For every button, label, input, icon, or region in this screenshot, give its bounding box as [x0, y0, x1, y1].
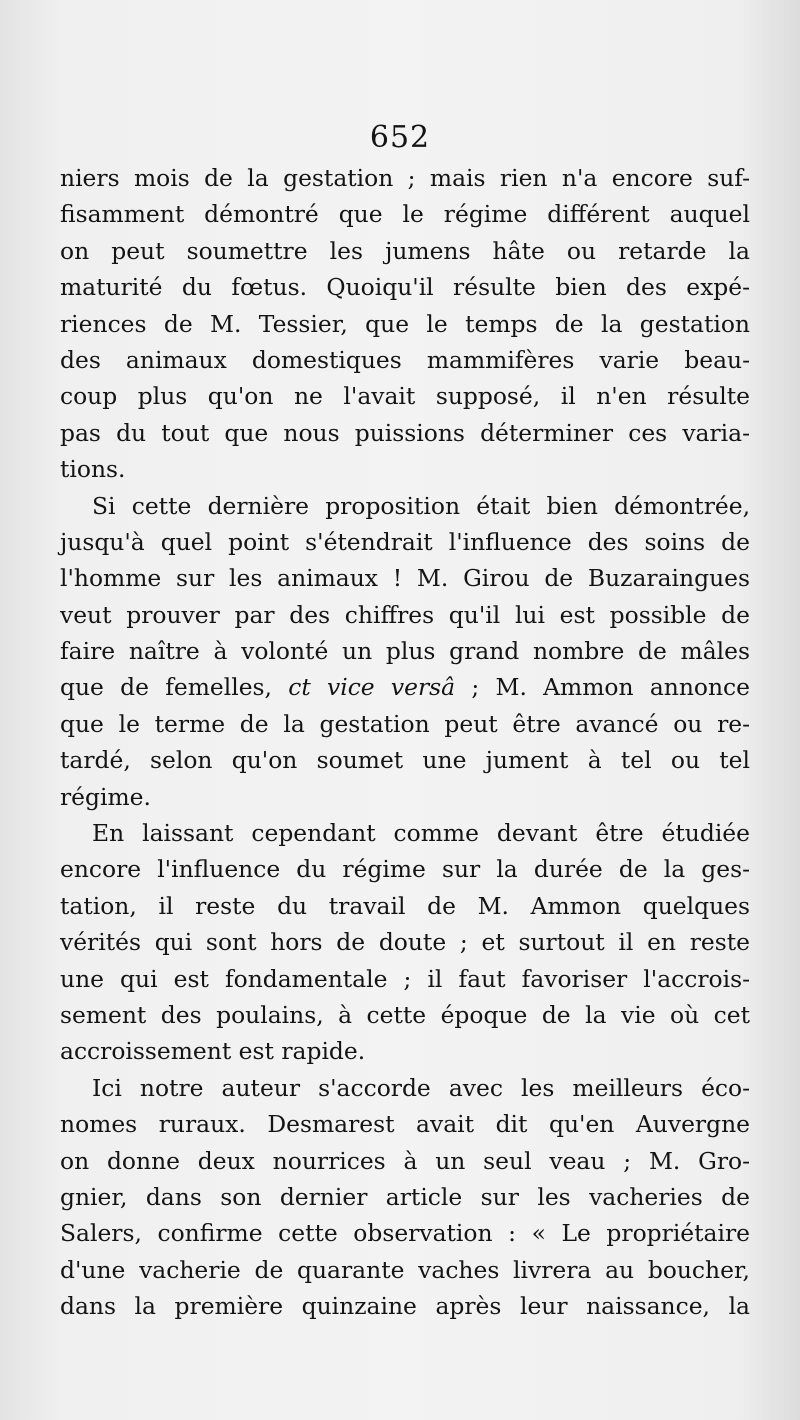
text-line: pas du tout que nous puissions déterminer ces varia-	[60, 418, 750, 447]
text-line: niers mois de la gestation ; mais rien n'a encore suf-	[60, 164, 750, 192]
page-number: 652	[369, 120, 431, 155]
text-line: gnier, dans son dernier article sur les vacheries de	[60, 1182, 750, 1211]
paragraph	[60, 815, 750, 1070]
text-line: tardé, selon qu'on soumet une jument à tel ou tel	[60, 746, 750, 775]
text-line: encore l'influence du régime sur la durée de la ges-	[60, 855, 750, 884]
text-line: accroissement est rapide.	[60, 1037, 366, 1066]
paragraph	[60, 488, 750, 816]
paragraph	[60, 1070, 750, 1325]
body-text	[60, 160, 750, 1325]
text-line: que le terme de la gestation peut être avancé ou re-	[60, 709, 750, 738]
text-line: veut prouver par des chiffres qu'il lui est possible de	[60, 600, 750, 629]
text-line: dans la première quinzaine après leur naissance, la	[60, 1292, 750, 1321]
paragraph	[60, 160, 750, 488]
text-line: faire naître à volonté un plus grand nombre de mâles	[60, 637, 750, 666]
text-line: que de femelles, ct vice versâ ; M. Ammon annonce	[60, 673, 750, 702]
text-line: riences de M. Tessier, que le temps de la gestation	[60, 309, 750, 338]
text-line: Si cette dernière proposition était bien démontrée,	[92, 491, 750, 520]
text-line: Salers, confirme cette observation : « Le propriétaire	[60, 1219, 750, 1248]
text-line: régime.	[60, 782, 151, 811]
text-line: vérités qui sont hors de doute ; et surtout il en reste	[60, 928, 750, 957]
text-line: Ici notre auteur s'accorde avec les meilleurs éco-	[92, 1073, 750, 1102]
text-line: d'une vacherie de quarante vaches livrera au boucher,	[60, 1255, 750, 1284]
text-line: maturité du fœtus. Quoiqu'il résulte bien des expé-	[60, 273, 750, 302]
text-line: on donne deux nourrices à un seul veau ; M. Gro-	[60, 1146, 750, 1175]
text-line: En laissant cependant comme devant être étudiée	[92, 819, 750, 848]
text-line: tation, il reste du travail de M. Ammon quelques	[60, 891, 750, 920]
text-line: on peut soumettre les jumens hâte ou retarde la	[60, 236, 750, 265]
text-line: jusqu'à quel point s'étendrait l'influence des soins de	[60, 527, 750, 556]
text-line: coup plus qu'on ne l'avait supposé, il n'en résulte	[60, 382, 750, 411]
text-line: fisamment démontré que le régime différent auquel	[60, 200, 750, 229]
text-line: nomes ruraux. Desmarest avait dit qu'en Auvergne	[60, 1110, 750, 1139]
text-line: l'homme sur les animaux ! M. Girou de Buzaraingues	[60, 564, 750, 593]
text-line: une qui est fondamentale ; il faut favoriser l'accrois-	[60, 964, 750, 993]
text-line: des animaux domestiques mammifères varie beau-	[60, 345, 750, 374]
text-line: sement des poulains, à cette époque de la vie où cet	[60, 1000, 750, 1029]
text-line: tions.	[60, 455, 126, 484]
